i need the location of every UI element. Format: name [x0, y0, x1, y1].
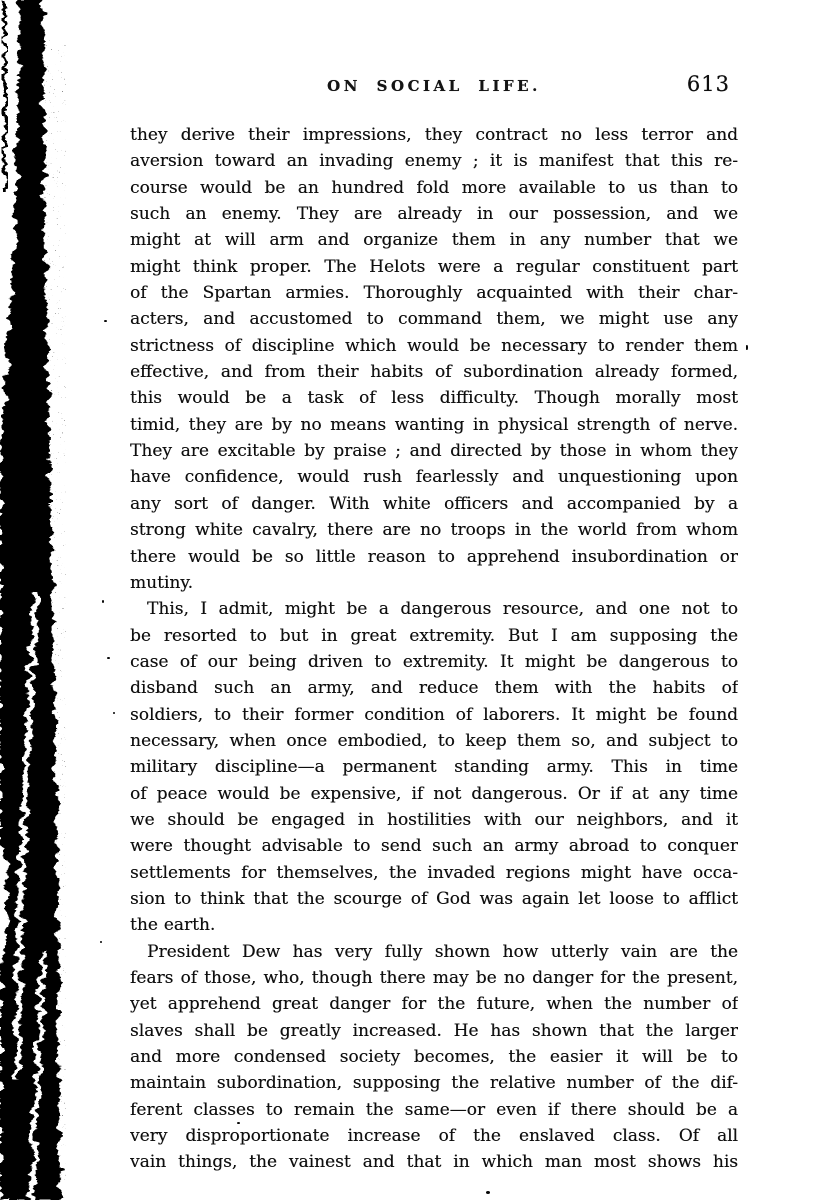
text-line: necessary, when once embodied, to keep them so, and subject to [130, 730, 738, 751]
scan-speck [104, 320, 107, 322]
page-number: 613 [686, 72, 730, 96]
scan-speck [237, 1122, 240, 1124]
text-line: maintain subordination, supposing the relative number of the dif- [130, 1073, 738, 1094]
text-line: course would be an hundred fold more available to us than to [130, 177, 738, 198]
text-line: disband such an army, and reduce them with the habits of [130, 678, 738, 699]
text-line: might think proper. The Helots were a regular constituent part [130, 256, 738, 277]
text-line: strictness of discipline which would be necessary to render them [130, 335, 738, 356]
text-line: sion to think that the scourge of God was again let loose to afflict [130, 888, 738, 909]
scan-speck [486, 1191, 490, 1194]
text-line: yet apprehend great danger for the future, when the number of [130, 994, 738, 1015]
scan-gutter-artifact [0, 0, 115, 1200]
text-line: and more condensed society becomes, the easier it will be to [130, 1047, 738, 1068]
text-line: very disproportionate increase of the enslaved class. Of all [130, 1126, 738, 1147]
text-line: soldiers, to their former condition of laborers. It might be found [130, 704, 738, 725]
page-content [130, 0, 738, 1176]
text-line: fears of those, who, though there may be no danger for the present, [130, 968, 738, 988]
text-line: strong white cavalry, there are no troops in the world from whom [130, 520, 738, 541]
text-line: have confidence, would rush fearlessly and unquestioning upon [130, 467, 738, 488]
scan-white-streak [17, 590, 35, 1080]
text-line: mutiny. [130, 572, 194, 593]
text-line: of the Spartan armies. Thoroughly acquainted with their char- [130, 283, 738, 304]
text-line: be resorted to but in great extremity. But I am supposing the [130, 625, 738, 646]
scan-speck [102, 600, 104, 603]
text-line: vain things, the vainest and that in which man most shows his [130, 1152, 738, 1173]
text-line: acters, and accustomed to command them, we might use any [130, 309, 738, 330]
scan-noise-outer [50, 0, 105, 1200]
scan-noise-edge [38, 40, 66, 1200]
text-line: might at will arm and organize them in any number that we [130, 230, 738, 251]
text-line: effective, and from their habits of subordination already formed, [130, 362, 738, 383]
scan-speck [100, 941, 102, 943]
text-line: case of our being driven to extremity. It might be dangerous to [130, 651, 738, 672]
scan-speck [113, 712, 115, 714]
scan-hairline [3, 0, 7, 192]
text-line: the earth. [130, 915, 216, 936]
scan-binding-band [0, 0, 61, 1200]
text-line: of peace would be expensive, if not dangerous. Or if at any time [130, 783, 738, 804]
text-line: aversion toward an invading enemy ; it is manifest that this re- [130, 151, 738, 172]
text-line: ferent classes to remain the same—or even if there should be a [130, 1099, 738, 1120]
scan-speck [107, 657, 110, 659]
text-line: This, I admit, might be a dangerous resource, and one not to [147, 599, 738, 620]
text-line: timid, they are by no means wanting in physical strength of nerve. [130, 414, 738, 435]
text-block [130, 122, 738, 1176]
text-line: they derive their impressions, they contract no less terror and [130, 125, 738, 145]
scan-white-streak [31, 950, 44, 1200]
text-line: were thought advisable to send such an army abroad to conquer [130, 836, 738, 857]
text-line: this would be a task of less difficulty. Though morally most [130, 388, 738, 409]
text-line: there would be so little reason to apprehend insubordination or [130, 546, 738, 567]
text-line: settlements for themselves, the invaded regions might have occa- [130, 862, 738, 883]
text-line: any sort of danger. With white officers and accompanied by a [130, 493, 738, 514]
text-line: such an enemy. They are already in our possession, and we [130, 204, 738, 225]
text-line: we should be engaged in hostilities with our neighbors, and it [130, 809, 738, 830]
scan-white-patch [0, 847, 8, 963]
text-line: slaves shall be greatly increased. He has shown that the larger [130, 1020, 738, 1041]
page-header [130, 72, 738, 122]
running-title: ON SOCIAL LIFE. [327, 77, 541, 95]
scan-speck [746, 345, 748, 350]
text-line: President Dew has very fully shown how utterly vain are the [147, 941, 738, 962]
text-line: They are excitable by praise ; and directed by those in whom they [130, 441, 738, 462]
text-line: military discipline—a permanent standing army. This in time [130, 757, 738, 778]
